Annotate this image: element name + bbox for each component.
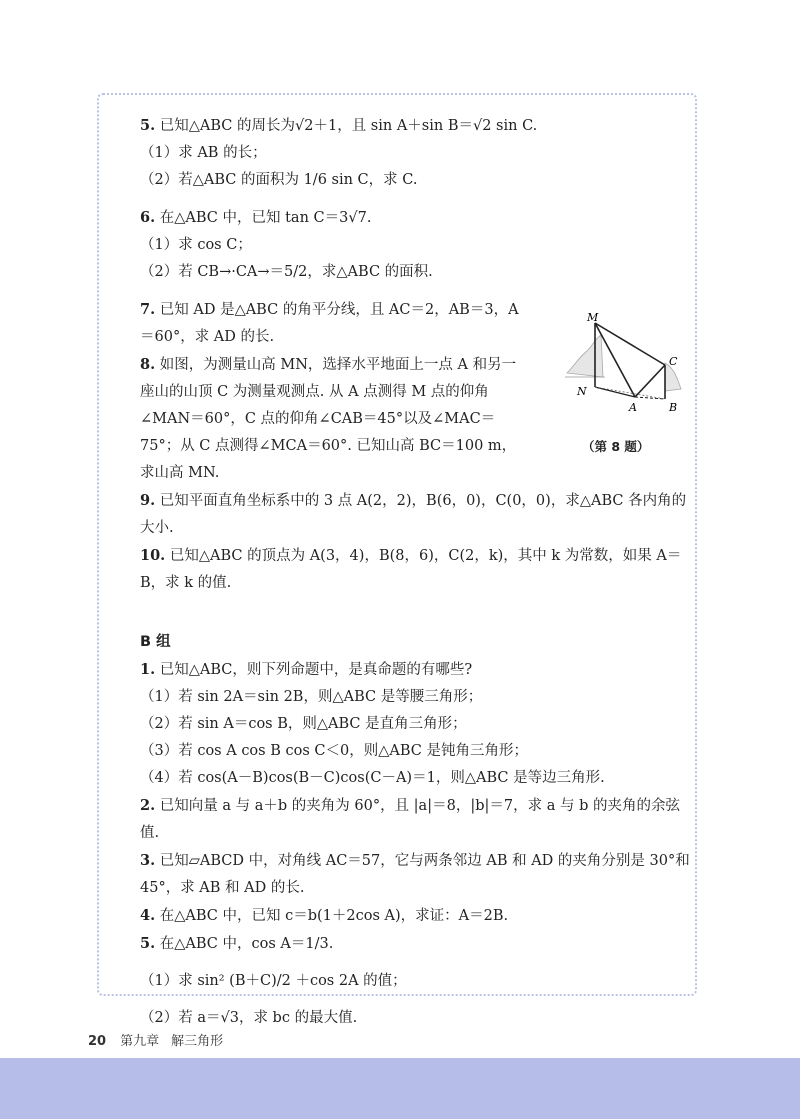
problem-a8: 8. 如图，为测量山高 MN，选择水平地面上一点 A 和另一座山的山顶 C 为测量观测点. 从 A 点测得 M 点的仰角∠MAN＝60°，C 点的仰角∠CAB＝45°以及∠MAC＝75°；从 C 点测得∠MCA＝60°. 已知山高 BC＝100 m，求山高 MN. — [140, 356, 517, 481]
problem-b1-part2: （2）若 sin A＝cos B，则△ABC 是直角三角形； — [140, 716, 467, 732]
problem-a5-part2: （2）若△ABC 的面积为 1/6 sin C，求 C. — [140, 172, 418, 188]
mountain-diagram — [565, 305, 685, 435]
problem-b1-part3: （3）若 cos A cos B cos C＜0，则△ABC 是钝角三角形； — [140, 743, 528, 759]
segment-AB — [635, 397, 665, 399]
label-B: B — [669, 401, 678, 414]
problem-b3: 3. 已知▱ABCD 中，对角线 AC＝57，它与两条邻边 AB 和 AD 的夹角分别是 30°和 45°，求 AB 和 AD 的长. — [140, 852, 690, 896]
page-footer — [88, 1030, 223, 1049]
figure-caption: （第 8 题） — [582, 439, 650, 454]
label-N: N — [577, 385, 587, 398]
segment-AC — [635, 365, 665, 397]
problem-a10: 10. 已知△ABC 的顶点为 A(3，4)，B(8，6)，C(2，k)，其中 k 为常数，如果 A＝B，求 k 的值. — [140, 547, 682, 591]
label-C: C — [669, 355, 678, 368]
problem-b4: 4. 在△ABC 中，已知 c＝b(1＋2cos A)，求证：A＝2B. — [140, 907, 509, 924]
problem-a6: 6. 在△ABC 中，已知 tan C＝3√7. — [140, 209, 372, 226]
label-A: A — [629, 401, 637, 414]
chapter-title: 解三角形 — [171, 1034, 224, 1049]
footer-bar — [0, 1058, 800, 1119]
problem-b5-part2: （2）若 a＝√3，求 bc 的最大值. — [140, 1010, 358, 1026]
problem-b1-part1: （1）若 sin 2A＝sin 2B，则△ABC 是等腰三角形； — [140, 689, 483, 705]
problem-b2: 2. 已知向量 a 与 a＋b 的夹角为 60°，且 |a|＝8，|b|＝7，求 a 与 b 的夹角的余弦值. — [140, 797, 680, 841]
problem-b1: 1. 已知△ABC，则下列命题中，是真命题的有哪些? — [140, 661, 473, 678]
problem-a6-part2: （2）若 CB→·CA→＝5/2，求△ABC 的面积. — [140, 264, 433, 280]
problem-b5-part1: （1）求 sin² (B＋C)/2 ＋cos 2A 的值； — [140, 973, 407, 989]
problem-a6-part1: （1）求 cos C； — [140, 237, 252, 253]
label-M: M — [587, 311, 599, 324]
problem-b1-part4: （4）若 cos(A－B)cos(B－C)cos(C－A)＝1，则△ABC 是等边三角形. — [140, 770, 605, 786]
page-content — [140, 112, 692, 1032]
page-number: 20 — [88, 1034, 107, 1049]
section-b-title: B 组 — [140, 634, 171, 650]
mountain-figure — [565, 305, 685, 455]
problem-a5-part1: （1）求 AB 的长； — [140, 145, 267, 161]
segment-NA — [595, 387, 635, 397]
problem-a5: 5. 已知△ABC 的周长为√2＋1，且 sin A＋sin B＝√2 sin C. — [140, 117, 538, 134]
problem-b5: 5. 在△ABC 中，cos A＝1/3. — [140, 935, 334, 952]
left-mountain-shape — [567, 335, 603, 377]
problem-a7: 7. 已知 AD 是△ABC 的角平分线，且 AC＝2，AB＝3，A＝60°，求 AD 的长. — [140, 301, 519, 345]
chapter-label: 第九章 — [120, 1034, 160, 1049]
problem-a9: 9. 已知平面直角坐标系中的 3 点 A(2，2)，B(6，0)，C(0，0)，求△ABC 各内角的大小. — [140, 492, 687, 536]
